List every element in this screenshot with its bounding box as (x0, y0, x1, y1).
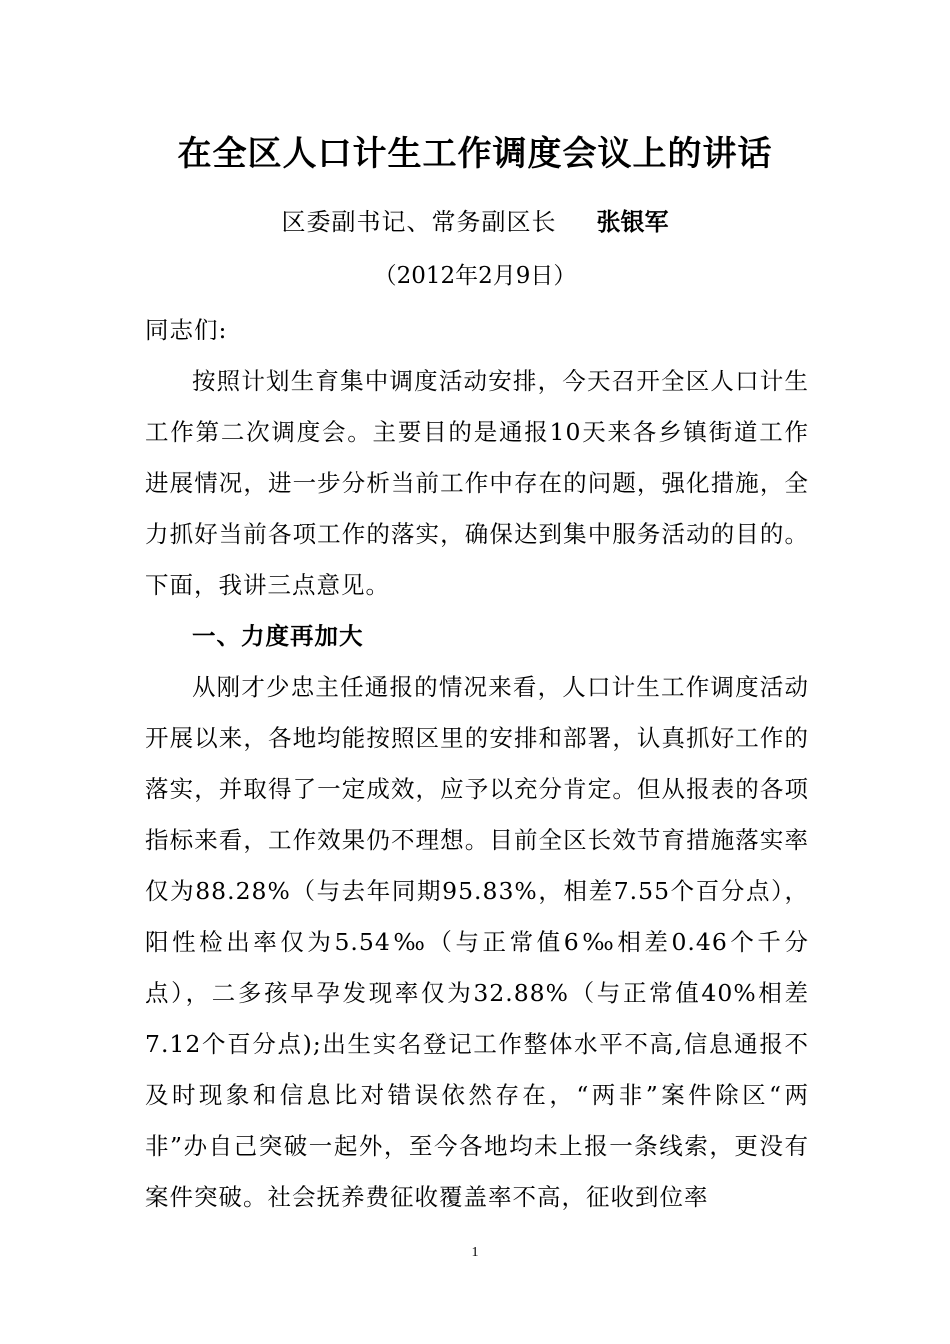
section-heading: 一、力度再加大 (192, 622, 364, 650)
page-title: 在全区人口计生工作调度会议上的讲话 (177, 134, 773, 174)
author-name: 张银军 (596, 208, 669, 236)
section-paragraph: 从刚才少忠主任通报的情况来看，人口计生工作调度活动开展以来，各地均能按照区里的安排和部署，认真抓好工作的落实，并取得了一定成效，应予以充分肯定。但从报表的各项指标来看，工作效果仍不理想。目前全区长效节育措施落实率仅为88.28%（与去年同期95.83%，相差7.55个百分点），阳性检出率仅为5.54‰（与正常值6‰相差0.46个千分点），二多孩早孕发现率仅为32.88%（与正常值40%相差7.12个百分点);出生实名登记工作整体水平不高,信息通报不及时现象和信息比对错误依然存在，“两非”案件除区“两非”办自己突破一起外，至今各地均未上报一条线索，更没有案件突破。社会抚养费征收覆盖率不高，征收到位率 (145, 673, 809, 1211)
salutation: 同志们: (145, 316, 228, 344)
page-number: 1 (471, 1245, 479, 1260)
author-line (0, 204, 950, 240)
author-role: 区委副书记、常务副区长 (281, 208, 557, 236)
document-body (145, 305, 809, 1223)
speech-date: （2012年2月9日） (373, 263, 577, 289)
intro-paragraph: 按照计划生育集中调度活动安排，今天召开全区人口计生工作第二次调度会。主要目的是通报10天来各乡镇街道工作进展情况，进一步分析当前工作中存在的问题，强化措施，全力抓好当前各项工作的落实，确保达到集中服务活动的目的。下面，我讲三点意见。 (145, 367, 809, 599)
